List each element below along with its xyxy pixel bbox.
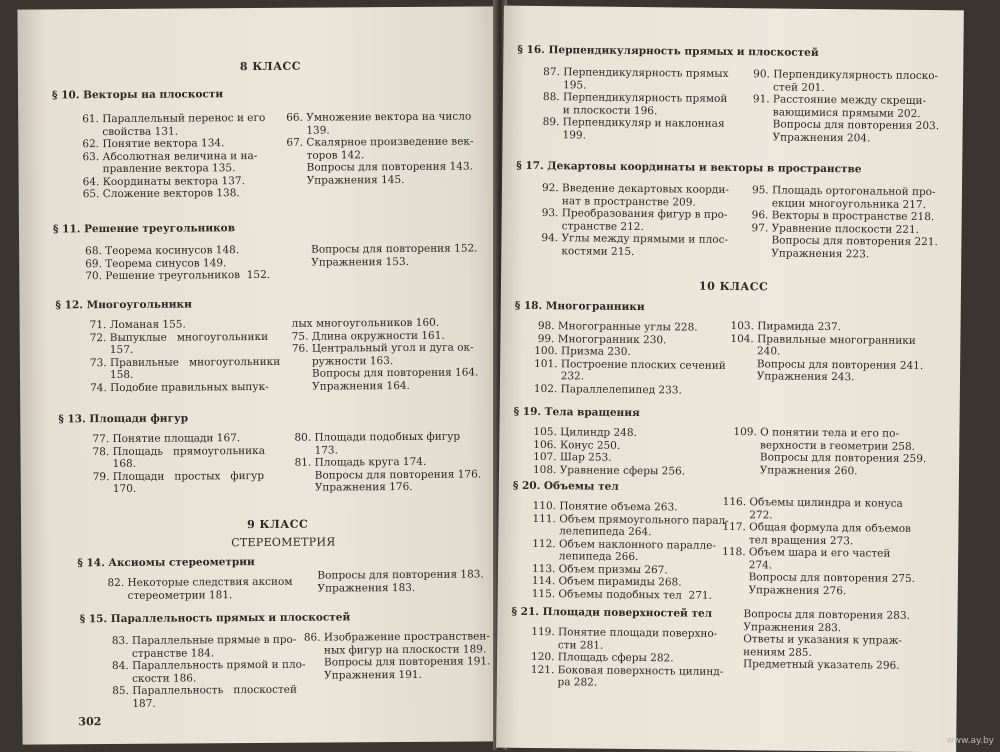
section-21-col1 (531, 626, 724, 691)
toc-line: Предметный указатель 296. (742, 658, 900, 672)
toc-line: Упражнения 204. (752, 130, 871, 144)
toc-line: стей 201. (752, 80, 825, 94)
toc-line: 272. (722, 508, 773, 521)
toc-line: 69. Теорема синусов 149. (85, 256, 227, 270)
toc-line: 274. (721, 558, 773, 571)
toc-line: 82. Некоторые следствия аксиом (107, 575, 293, 590)
toc-line: 120. Площадь сферы 282. (531, 650, 674, 665)
section-11-title: § 11. Решение треугольников (52, 222, 236, 236)
section-13-col2 (294, 430, 481, 494)
page-number: 302 (78, 715, 102, 729)
right-page (496, 6, 964, 752)
section-14-col1 (107, 576, 292, 602)
toc-line: 104. Правильные многогранники (730, 332, 916, 347)
section-17-col2 (751, 184, 938, 261)
toc-line: ружности 163. (291, 354, 394, 368)
toc-line: Упражнения 191. (304, 668, 422, 682)
toc-line: Упражнения 243. (729, 370, 855, 384)
toc-line: 119. Понятие площади поверхно- (531, 625, 718, 640)
section-14-col2 (317, 568, 484, 594)
section-17-col1 (541, 182, 729, 259)
toc-line: 118. Объем шара и его частей (722, 545, 891, 560)
section-16-title: § 16. Перпендикулярность прямых и плоскостей (517, 43, 819, 59)
toc-line: 77. Понятие площади 167. (92, 432, 241, 446)
toc-line: 89. Перпендикуляр и наклонная (542, 116, 725, 130)
toc-line: 170. (92, 482, 137, 496)
toc-line: 88. Перпендикулярность прямой (542, 91, 728, 105)
toc-line: 68. Теорема косинусов 148. (85, 244, 240, 258)
toc-line: 62. Понятие вектора 134. (82, 137, 225, 151)
left-page (17, 6, 500, 744)
toc-line: 110. Понятие объема 263. (532, 499, 678, 514)
section-20-col1 (532, 500, 729, 602)
toc-line: 74. Подобие правильных выпук- (90, 380, 269, 394)
toc-line: 94. Углы между прямыми и плос- (541, 232, 729, 246)
section-11-col1 (85, 244, 270, 283)
toc-line: 93. Преобразования фигур в про- (541, 207, 728, 221)
toc-line: 168. (92, 457, 137, 471)
toc-line: Упражнения 183. (317, 581, 416, 595)
toc-line: 90. Перпендикулярность плоско- (753, 68, 939, 83)
section-18-title: § 18. Многогранники (514, 299, 645, 314)
section-18-col2 (730, 320, 924, 385)
section-12-col1 (90, 318, 281, 394)
toc-line: 81. Площадь круга 174. (294, 455, 427, 469)
toc-line: 76. Центральный угол и дуга ок- (291, 341, 474, 355)
toc-line: скости 186. (112, 671, 197, 685)
toc-line: 187. (112, 697, 156, 710)
class-10-heading: 10 КЛАСС (698, 279, 769, 294)
toc-line: 115. Объемы подобных тел 271. (531, 587, 712, 602)
toc-line: лелепипеда 264. (532, 524, 652, 539)
toc-line: костями 215. (541, 244, 635, 258)
toc-line: 102. Параллелепипед 233. (533, 382, 682, 396)
toc-line: 116. Объемы цилиндра и конуса (722, 495, 903, 510)
toc-line: 71. Ломаная 155. (89, 318, 186, 332)
toc-line: торов 142. (286, 148, 365, 162)
section-20-col2 (722, 496, 916, 598)
toc-line: Вопросы для повторения 259. (733, 451, 927, 466)
section-16-col2 (752, 68, 939, 145)
toc-line: 97. Уравнение плоскости 221. (751, 221, 920, 236)
toc-line: 157. (89, 343, 134, 357)
toc-line: 101. Построение плоских сечений (534, 357, 726, 372)
toc-line: 108. Уравнение сферы 256. (532, 463, 686, 478)
toc-line: 107. Шар 253. (533, 450, 612, 464)
section-11-col2 (311, 242, 478, 268)
toc-line: екции многоугольника 217. (751, 196, 927, 211)
toc-line: 79. Площади простых фигур (92, 469, 265, 483)
toc-line: нат в пространстве 209. (541, 194, 696, 209)
section-12-title: § 12. Многоугольники (55, 298, 192, 312)
section-14-title: § 14. Аксиомы стереометрии (77, 556, 255, 570)
toc-line: Вопросы для повторения 283. (743, 608, 910, 622)
toc-line: Вопросы для повторения 143. (286, 160, 474, 174)
toc-line: и плоскости 196. (542, 103, 658, 117)
toc-line: Вопросы для повторения 221. (751, 234, 938, 249)
toc-line: 112. Объем наклонного паралле- (532, 537, 717, 552)
toc-line: Вопросы для повторения 176. (294, 467, 482, 482)
toc-line: 121. Боковая поверхность цилинд- (530, 663, 724, 678)
toc-line: Вопросы для повторения 152. (311, 242, 478, 256)
toc-line: 63. Абсолютная величина и на- (82, 149, 258, 163)
toc-line: Вопросы для повторения 275. (721, 570, 916, 585)
toc-line: 83. Параллельные прямые в про- (111, 633, 297, 648)
toc-line: 100. Призма 230. (534, 344, 631, 358)
toc-line: Ответы и указания к упраж- (743, 633, 902, 647)
toc-line: 103. Пирамида 237. (730, 320, 842, 334)
toc-line: 232. (533, 369, 585, 383)
toc-line: 73. Правильные многоугольники (89, 355, 281, 369)
toc-line: 66. Умножение вектора на число (286, 110, 472, 124)
section-10-col2 (286, 110, 474, 186)
section-15-col1 (112, 634, 306, 710)
section-20-title: § 20. Объемы тел (512, 479, 619, 493)
section-16-col1 (542, 66, 728, 143)
toc-line: 80. Площади подобных фигур (294, 430, 461, 444)
toc-line: свойства 131. (82, 125, 179, 138)
section-21-title: § 21. Площади поверхностей тел (511, 605, 713, 620)
toc-line: 78. Площадь прямоугольника (92, 444, 266, 458)
toc-line: 61. Параллельный перенос и его (82, 111, 266, 126)
section-13-title: § 13. Площади фигур (58, 412, 189, 426)
toc-line: 72. Выпуклые многоугольники (89, 330, 269, 344)
toc-line: 91. Расстояние между скрещи- (752, 93, 927, 108)
toc-line: 98. Многогранные углы 228. (534, 319, 698, 334)
toc-line: 113. Объем призмы 267. (531, 562, 668, 576)
toc-line: 173. (294, 443, 338, 457)
section-10-title: § 10. Векторы на плоскости (51, 88, 224, 102)
toc-line: 70. Решение треугольников 152. (85, 268, 271, 283)
toc-line: 65. Сложение векторов 138. (82, 187, 240, 201)
section-15-col2 (304, 630, 491, 681)
toc-line: лепипеда 266. (532, 549, 639, 564)
class-8-heading: 8 КЛАСС (239, 59, 302, 74)
section-17-title: § 17. Декартовы координаты и векторы в пространстве (516, 159, 862, 176)
toc-line: 67. Скалярное произведение век- (286, 135, 474, 149)
toc-line: сти 281. (531, 638, 604, 652)
toc-line: правление вектора 135. (82, 162, 236, 176)
section-21-col2 (743, 608, 910, 672)
toc-line: 158. (89, 368, 134, 382)
toc-line: 92. Введение декартовых коорди- (541, 182, 729, 196)
toc-line: 106. Конус 250. (533, 438, 621, 452)
toc-line: 114. Объем пирамиды 268. (531, 574, 682, 589)
toc-line: 84. Параллельность прямой и пло- (111, 658, 306, 673)
toc-line: Упражнения 283. (743, 620, 842, 634)
toc-line: 117. Общая формула для объемов (722, 520, 912, 535)
toc-line: 86. Изображение пространствен- (303, 630, 490, 644)
toc-line: Упражнения 260. (732, 463, 858, 477)
watermark: www.ay.by (946, 736, 994, 746)
toc-line: 99. Многогранник 230. (534, 332, 667, 346)
section-13-col1 (92, 432, 265, 496)
toc-line: Вопросы для повторения 241. (730, 357, 924, 372)
toc-line: Вопросы для повторения 164. (291, 366, 479, 380)
toc-line: Упражнения 145. (286, 173, 405, 187)
section-19-col2 (733, 426, 927, 478)
toc-line: Упражнения 276. (721, 583, 847, 597)
toc-line: странстве 184. (111, 646, 215, 660)
toc-line: 111. Объем прямоугольного парал- (532, 512, 729, 527)
toc-line: тел вращения 273. (722, 533, 854, 547)
toc-line: 64. Координаты вектора 137. (82, 174, 245, 188)
toc-line: Упражнения 164. (292, 379, 410, 393)
stereometry-heading: СТЕРЕОМЕТРИЯ (231, 535, 336, 550)
class-9-heading: 9 КЛАСС (246, 517, 309, 532)
toc-line: лых многоугольников 160. (291, 316, 440, 330)
toc-line: странстве 212. (541, 219, 644, 233)
toc-line: ра 282. (530, 675, 598, 689)
section-15-title: § 15. Параллельность прямых и плоскостей (79, 611, 351, 626)
toc-line: 139. (286, 124, 330, 137)
toc-line: стереометрии 181. (107, 588, 233, 602)
toc-line: 95. Площадь ортогональной про- (751, 184, 936, 199)
toc-line: Упражнения 176. (294, 480, 413, 494)
section-12-col2 (292, 316, 479, 392)
toc-line: вающимися прямыми 202. (752, 105, 921, 120)
toc-line: Вопросы для повторения 183. (317, 568, 484, 582)
section-18-col1 (534, 320, 726, 397)
toc-line: Упражнения 223. (751, 246, 870, 260)
toc-line: 87. Перпендикулярность прямых (543, 66, 729, 80)
toc-line: 75. Длина окружности 161. (291, 329, 445, 343)
toc-line: нениям 285. (743, 645, 812, 659)
toc-line: 105. Цилиндр 248. (533, 425, 637, 440)
toc-line: 199. (542, 128, 587, 141)
section-19-title: § 19. Тела вращения (513, 405, 640, 420)
toc-line: Вопросы для повторения 203. (752, 118, 940, 133)
section-19-col1 (533, 426, 686, 478)
toc-line: 240. (730, 345, 781, 358)
toc-line: 195. (543, 78, 587, 91)
toc-line: 109. О понятии тела и его по- (733, 426, 900, 440)
toc-line: Вопросы для повторения 191. (303, 655, 491, 669)
toc-line: верхности в геометрии 258. (733, 438, 916, 453)
toc-line: ных фигур на плоскости 189. (303, 642, 487, 657)
toc-line: 96. Векторы в пространстве 218. (751, 209, 935, 224)
section-10-col1 (82, 112, 266, 201)
toc-line: 85. Параллельность плоскостей (112, 683, 298, 698)
toc-line: Упражнения 153. (311, 255, 410, 269)
